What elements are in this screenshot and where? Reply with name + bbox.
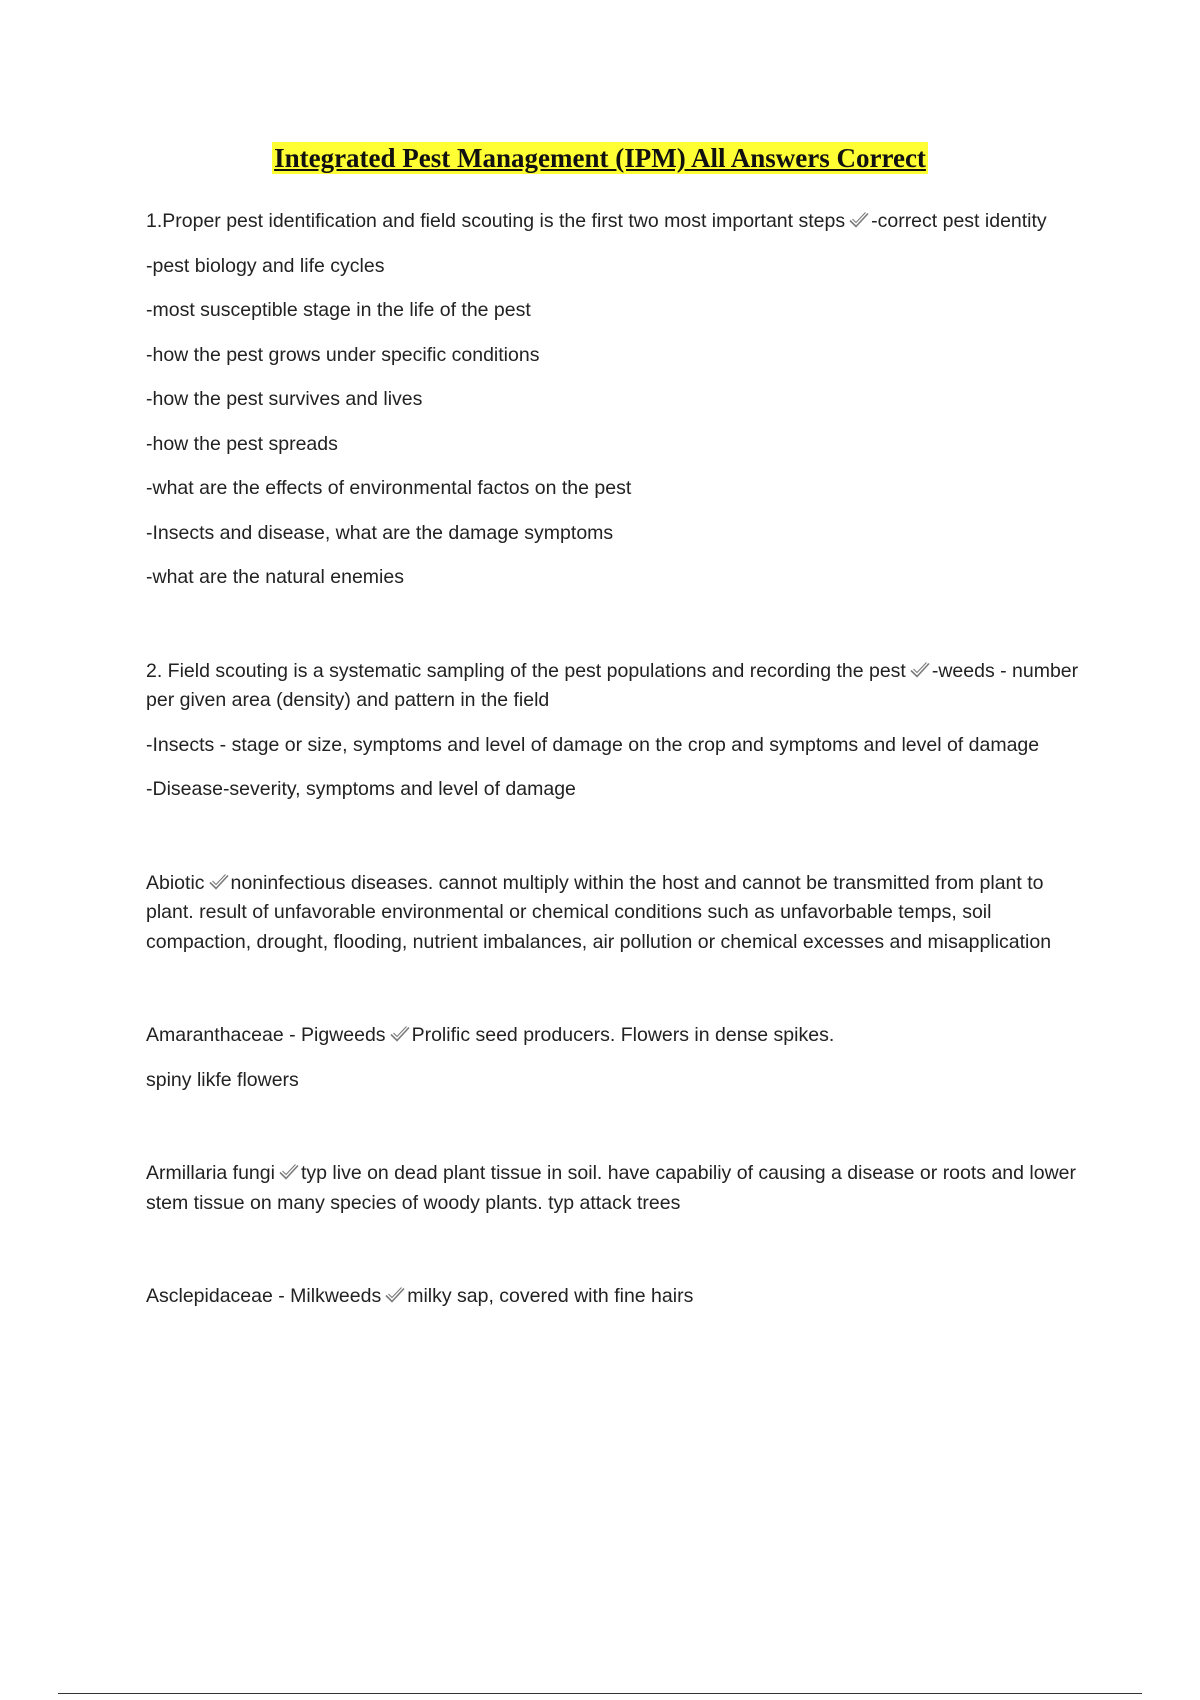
title-container xyxy=(0,142,1200,174)
answer-line: -how the pest spreads xyxy=(146,432,338,455)
question-text: Amaranthaceae - Pigweeds xyxy=(146,1024,386,1046)
qa-section-pest-identification xyxy=(146,207,1091,593)
qa-section-armillaria xyxy=(146,1159,1091,1218)
answer-line: -Insects and disease, what are the damage symptoms xyxy=(146,521,614,544)
answer-text: noninfectious diseases. cannot multiply within the host and cannot be transmitted from plant to plant. result of unfavorable environmental or chemical conditions such as unfavorbable temps, soil compaction, drought, flooding, nutrient imbalances, air pollution or chemical excesses and misapplication xyxy=(146,871,1052,953)
question-paragraph xyxy=(146,1282,1091,1312)
question-paragraph xyxy=(146,657,1091,716)
answer-line: -Insects - stage or size, symptoms and level of damage on the crop and symptoms and level of damage xyxy=(146,733,1040,756)
question-paragraph xyxy=(146,1159,1091,1218)
qa-section-field-scouting xyxy=(146,657,1091,805)
section-spacer xyxy=(146,972,1091,1021)
checkmark-icon xyxy=(278,1163,300,1181)
answer-text: Prolific seed producers. Flowers in dense spikes. xyxy=(411,1024,835,1046)
answer-line: -what are the effects of environmental factos on the pest xyxy=(146,477,632,499)
section-spacer xyxy=(146,1233,1091,1282)
checkmark-icon xyxy=(909,661,931,679)
checkmark-icon xyxy=(384,1286,406,1304)
checkmark-icon xyxy=(848,211,870,229)
answer-line: -Disease-severity, symptoms and level of damage xyxy=(146,778,576,800)
answer-line: -what are the natural enemies xyxy=(146,566,404,588)
footer-divider xyxy=(58,1693,1142,1694)
answer-line: -most susceptible stage in the life of the pest xyxy=(146,299,531,321)
answer-text: milky sap, covered with fine hairs xyxy=(407,1285,694,1307)
question-paragraph xyxy=(146,1021,1091,1051)
page-title: Integrated Pest Management (IPM) All Answers Correct xyxy=(274,143,926,173)
answer-line: -how the pest survives and lives xyxy=(146,388,423,410)
question-text: 1.Proper pest identification and field scouting is the first two most important steps xyxy=(146,210,846,232)
question-text: Abiotic xyxy=(146,871,205,894)
qa-section-abiotic xyxy=(146,869,1091,958)
checkmark-icon xyxy=(208,873,230,891)
answer-text: -correct pest identity xyxy=(871,210,1047,232)
answer-line: -how the pest grows under specific conditions xyxy=(146,343,540,366)
question-text: 2. Field scouting is a systematic sampling of the pest populations and recording the pest xyxy=(146,659,906,682)
section-spacer xyxy=(146,820,1091,869)
section-spacer xyxy=(146,1110,1091,1159)
qa-section-asclepidaceae xyxy=(146,1282,1091,1312)
answer-line: -pest biology and life cycles xyxy=(146,254,385,277)
qa-section-amaranthaceae xyxy=(146,1021,1091,1095)
section-spacer xyxy=(146,608,1091,657)
question-paragraph xyxy=(146,207,1091,237)
answer-text: typ live on dead plant tissue in soil. have capabiliy of causing a disease or roots and lower stem tissue on many species of woody plants. typ attack trees xyxy=(146,1162,1077,1214)
answer-line: spiny likfe flowers xyxy=(146,1068,299,1091)
question-text: Armillaria fungi xyxy=(146,1162,275,1184)
answer-text: -weeds - number per given area (density) and pattern in the field xyxy=(146,659,1079,711)
question-paragraph xyxy=(146,869,1091,958)
document-body xyxy=(146,207,1091,1327)
question-text: Asclepidaceae - Milkweeds xyxy=(146,1285,382,1307)
checkmark-icon xyxy=(389,1025,411,1043)
